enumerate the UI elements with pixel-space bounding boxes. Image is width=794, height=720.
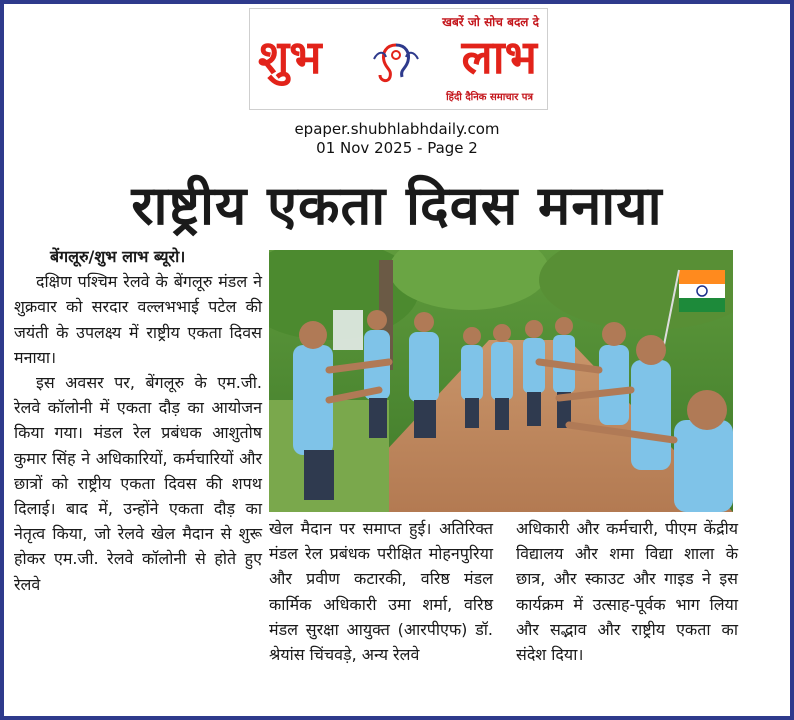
article-paragraph: खेल मैदान पर समाप्त हुई। अतिरिक्त मंडल रेल प्रबंधक परीक्षित मोहनपुरिया और प्रवीण कटारकी, वरिष्ठ मंडल कार्मिक अधिकारी उमा शर्मा, वरिष्ठ मंडल सुरक्षा आयुक्त (आरपीएफ) डॉ. श्रेयांस चिंचवड़े, अन्य रेलवे [269, 519, 493, 665]
edition-date-page: 01 Nov 2025 - Page 2 [316, 139, 478, 157]
article-column-2 [269, 516, 493, 667]
article-dateline: बेंगलूरु/शुभ लाभ ब्यूरो। [50, 247, 186, 266]
masthead-subtagline: हिंदी दैनिक समाचार पत्र [446, 92, 533, 103]
article-column-3 [516, 516, 738, 667]
article-paragraph: दक्षिण पश्चिम रेलवे के बेंगलूरु मंडल ने शुक्रवार को सरदार वल्लभभाई पटेल की जयंती के उपलक्ष्य में राष्ट्रीय एकता दिवस मनाया। [14, 272, 262, 367]
article-photo[interactable] [269, 250, 733, 512]
photo-illustration [269, 250, 733, 512]
article-column-1 [14, 244, 262, 597]
edition-site-url[interactable]: epaper.shubhlabhdaily.com [294, 120, 500, 138]
article-paragraph: इस अवसर पर, बेंगलूरु के एम.जी. रेलवे कॉलोनी में एकता दौड़ का आयोजन किया गया। मंडल रेल प्रबंधक आशुतोष कुमार सिंह ने अधिकारियों, कर्मचारियों और छात्रों को राष्ट्रीय एकता दिवस की शपथ दिलाई। बाद में, उन्होंने एकता दौड़ का नेतृत्व किया, जो रेलवे खेल मैदान से शुरू होकर एम.जी. रेलवे कॉलोनी से होते हुए रेलवे [14, 373, 262, 594]
article-paragraph: अधिकारी और कर्मचारी, पीएम केंद्रीय विद्यालय और शमा विद्या शाला के छात्र, और स्काउट और गाइड ने इस कार्यक्रम में उत्साह-पूर्वक भाग लिया और सद्भाव और राष्ट्रीय एकता का संदेश दिया। [516, 519, 738, 665]
ganesha-emblem-icon [368, 39, 424, 85]
logo-word-labh: लाभ [461, 30, 537, 84]
article-headline: राष्ट्रीय एकता दिवस मनाया [131, 173, 663, 237]
masthead-logo[interactable] [249, 8, 548, 110]
logo-word-shubh: शुभ [258, 30, 322, 84]
masthead-tagline: खबरें जो सोच बदल दे [442, 15, 539, 29]
